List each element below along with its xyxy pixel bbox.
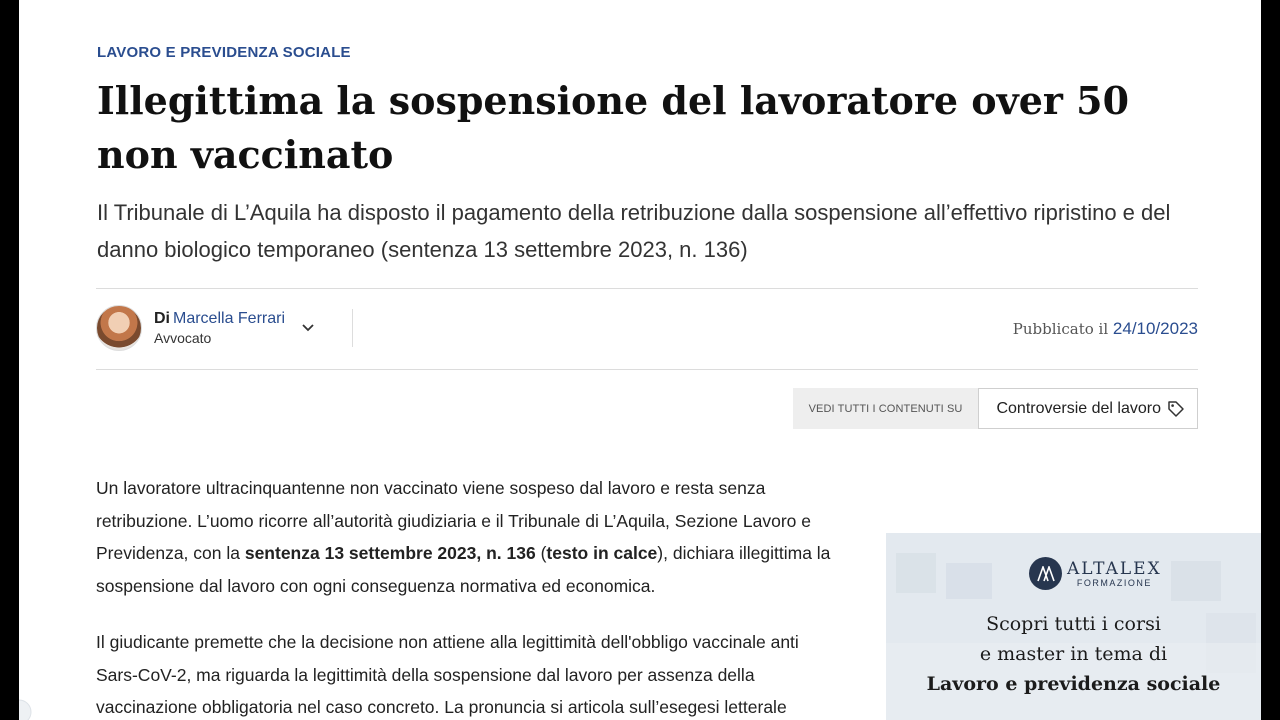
ad-banner[interactable]	[886, 533, 1261, 720]
tag-button-label: Controversie del lavoro	[996, 399, 1161, 417]
ad-logo	[1029, 557, 1162, 590]
article-title: Illegittima la sospensione del lavoratore over 50 non vaccinato	[97, 78, 1130, 177]
author-role: Avvocato	[154, 330, 212, 346]
ad-brand: ALTALEX	[1067, 558, 1162, 579]
author-name-link[interactable]: Marcella Ferrari	[173, 310, 286, 327]
altalex-logo-icon	[1029, 557, 1062, 590]
author-text	[154, 310, 285, 346]
article-page	[19, 0, 1261, 720]
author-separator	[352, 309, 353, 347]
ad-line-1: Scopri tutti i corsi	[986, 613, 1161, 635]
published-date: 24/10/2023	[1112, 319, 1198, 338]
category-link[interactable]: LAVORO E PREVIDENZA SOCIALE	[97, 44, 351, 61]
article-subtitle: Il Tribunale di L’Aquila ha disposto il pagamento della retribuzione dalla sospensione all’effettivo ripristino e del danno biologico temporaneo (sentenza 13 settembre 2023, n. 136)	[97, 200, 1171, 262]
ad-logo-text	[1067, 560, 1162, 588]
author-block	[96, 304, 317, 352]
author-avatar[interactable]	[96, 305, 142, 351]
chevron-down-icon[interactable]	[299, 319, 317, 337]
divider-top	[96, 288, 1198, 289]
article-body	[96, 472, 841, 720]
p1-text-c: (	[535, 543, 547, 563]
ad-copy	[886, 609, 1261, 699]
tag-icon	[1167, 400, 1185, 418]
published-label: Pubblicato il	[1012, 320, 1109, 338]
p1-text-a: Un lavoratore ultracinquantenne non vaccinato viene sospeso dal lavoro e resta senza retribuzione. L’uomo ricorre all’autorità giudiziaria e il Tribunale di L’Aquila, Sezione Lavoro e Previdenza, con la	[96, 478, 811, 563]
author-line	[154, 310, 285, 328]
p1-bold-text-link[interactable]: testo in calce	[546, 543, 658, 563]
ad-line-2: e master in tema di	[979, 643, 1168, 665]
p1-bold-ruling: sentenza 13 settembre 2023, n. 136	[244, 543, 536, 563]
p1-text-e: ), dichiara illegittima la sospensione dal lavoro con ogni conseguenza normativa ed economica.	[96, 543, 831, 596]
scroll-hint-icon	[19, 690, 35, 720]
published-info	[1013, 319, 1198, 339]
tag-bar	[793, 388, 1198, 429]
tag-label: VEDI TUTTI I CONTENUTI SU	[793, 388, 979, 429]
paragraph-2: Il giudicante premette che la decisione non attiene alla legittimità dell'obbligo vaccinale anti Sars-CoV-2, ma riguarda la legittimità della sospensione dal lavoro per assenza della vaccinazione obbligatoria nel caso concreto. La pronuncia si articola sull’esegesi letterale	[96, 632, 799, 717]
ad-line-3: Lavoro e previdenza sociale	[926, 673, 1221, 695]
tag-button[interactable]	[978, 388, 1198, 429]
paragraph-1	[96, 472, 841, 602]
divider-bottom	[96, 369, 1198, 370]
author-prefix: Di	[154, 310, 170, 327]
ad-brand-sub: FORMAZIONE	[1076, 577, 1152, 588]
